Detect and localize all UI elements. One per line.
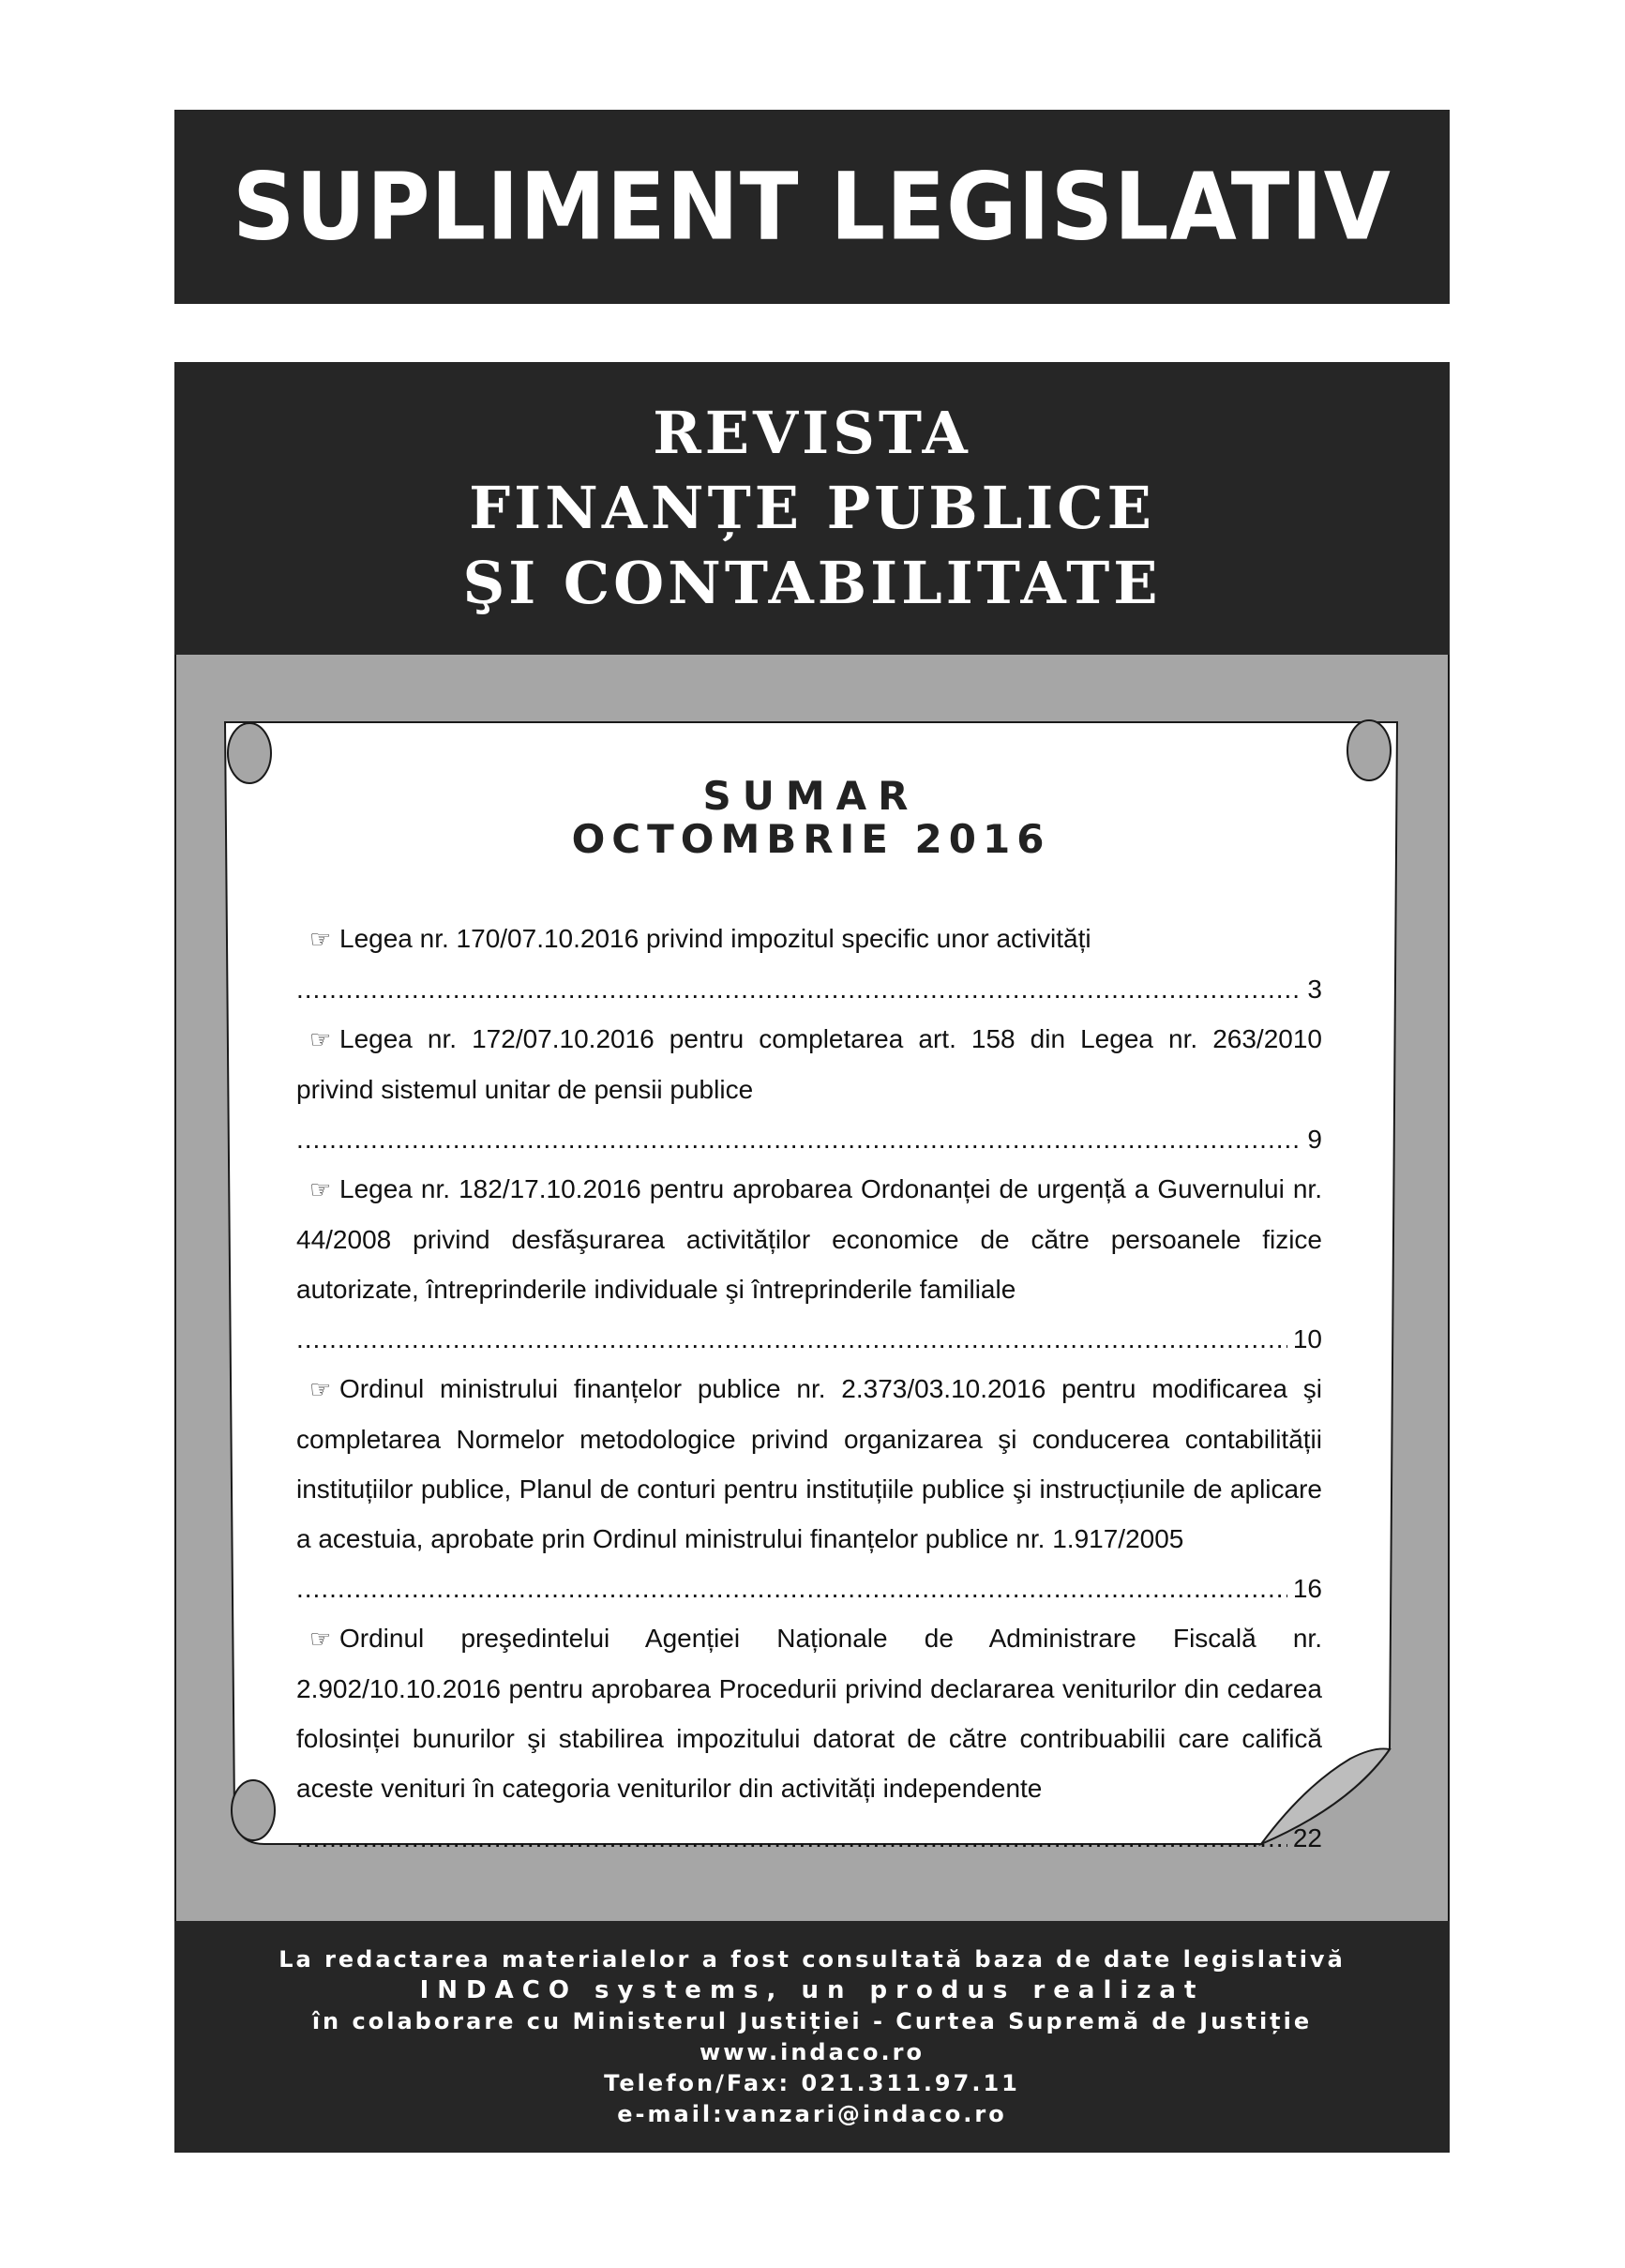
footer-line-1: La redactarea materialelor a fost consultată baza de date legislativă [278, 1945, 1346, 1973]
toc-entry-leader [296, 1813, 1322, 1863]
summary-title: SUMAR [702, 773, 920, 819]
footer-line-3: în colaborare cu Ministerul Justiției - Curtea Supremă de Justiție [311, 2007, 1313, 2034]
toc-page-number: 9 [1307, 1125, 1322, 1154]
hand-pointer-icon: ☞ [309, 1625, 332, 1653]
supplement-title: SUPLIMENT LEGISLATIV [233, 152, 1392, 262]
dot-leader [296, 964, 1302, 1014]
toc-entry [296, 914, 1322, 964]
footer-website: www.indaco.ro [700, 2038, 925, 2065]
toc-entry [296, 1014, 1322, 1114]
toc-page-number: 10 [1292, 1324, 1322, 1353]
dot-leader [296, 1813, 1287, 1863]
toc-entry-leader [296, 964, 1322, 1014]
toc-entry-text: Legea nr. 170/07.10.2016 privind impozitul specific unor activități [339, 924, 1091, 953]
pin-bottom-left [232, 1780, 275, 1840]
footer-phone: Telefon/Fax: 021.311.97.11 [604, 2069, 1020, 2096]
dot-leader [296, 1564, 1287, 1613]
hand-pointer-icon: ☞ [309, 1175, 332, 1203]
toc-entry-text: Ordinul preşedintelui Agenției Naționale de Administrare Fiscală nr. 2.902/10.10.2016 pentru aprobarea Procedurii privind declararea veniturilor din cedarea folosinței bunurilor şi stabilirea impozitului datorat de către contribuabilii care califică aceste venituri în categoria veniturilor din activități independente [296, 1624, 1322, 1803]
toc-entry-text: Legea nr. 182/17.10.2016 pentru aprobarea Ordonanței de urgență a Guvernului nr. 44/2008 privind desfăşurarea activităților economice de către persoanele fizice autorizate, întreprinderile individuale şi întreprinderile familiale [296, 1174, 1322, 1304]
toc-entry [296, 1164, 1322, 1314]
magazine-title-line3: ŞI CONTABILITATE [462, 549, 1162, 617]
table-of-contents [296, 914, 1322, 1863]
dot-leader [296, 1114, 1302, 1164]
toc-page-number: 22 [1292, 1823, 1322, 1852]
toc-page-number: 16 [1292, 1574, 1322, 1603]
toc-entry-leader [296, 1314, 1322, 1364]
toc-entry-text: Ordinul ministrului finanțelor publice nr. 2.373/03.10.2016 pentru modificarea şi completarea Normelor metodologice privind organizarea şi conducerea contabilității instituțiilor publice, Planul de conturi pentru instituțiile publice şi instrucțiunile de aplicare a acestuia, aprobate prin Ordinul ministrului finanțelor publice nr. 1.917/2005 [296, 1374, 1322, 1553]
pin-top-left [228, 723, 271, 783]
summary-month: OCTOMBRIE 2016 [571, 816, 1051, 862]
hand-pointer-icon: ☞ [309, 1375, 332, 1403]
toc-entry [296, 1364, 1322, 1564]
pin-top-right [1347, 720, 1391, 780]
summary-heading [272, 775, 1350, 861]
hand-pointer-icon: ☞ [309, 1025, 332, 1053]
magazine-title-line1: REVISTA [653, 399, 971, 467]
footer-email: e-mail:vanzari@indaco.ro [617, 2100, 1007, 2127]
toc-entry-leader [296, 1114, 1322, 1164]
toc-entry-text: Legea nr. 172/07.10.2016 pentru completarea art. 158 din Legea nr. 263/2010 privind sistemul unitar de pensii publice [296, 1024, 1322, 1104]
magazine-title-line2: FINANȚE PUBLICE [469, 474, 1155, 542]
dot-leader [296, 1314, 1287, 1364]
toc-entry [296, 1613, 1322, 1813]
summary-sheet [272, 773, 1350, 1852]
toc-entry-leader [296, 1564, 1322, 1613]
hand-pointer-icon: ☞ [309, 925, 332, 953]
toc-page-number: 3 [1307, 975, 1322, 1004]
footer-line-2: INDACO systems, un produs realizat [419, 1975, 1205, 2004]
